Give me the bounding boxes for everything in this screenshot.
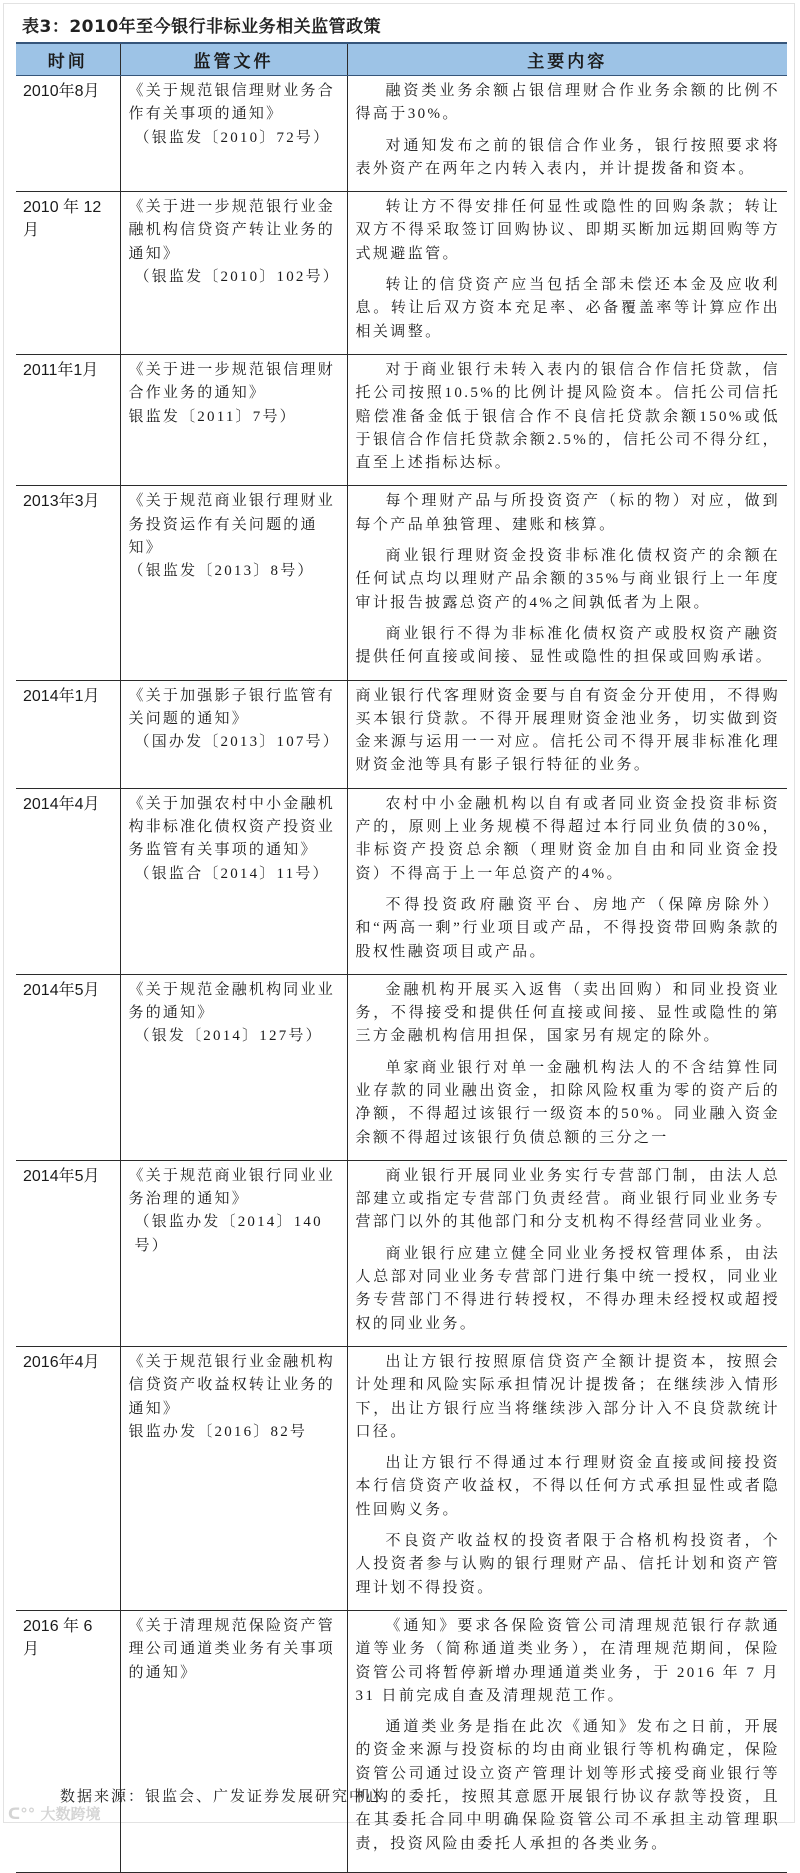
regulation-table — [16, 42, 787, 1873]
content-paragraph: 商业银行理财资金投资非标准化债权资产的余额在任何试点均以理财产品余额的35%与商业银行上一年度审计报告披露总资产的4%之间孰低者为上限。 — [355, 548, 780, 611]
watermark-icon: ᑕ°° — [8, 1805, 36, 1823]
doc-title: 《关于加强影子银行监管有关问题的通知》 — [128, 687, 335, 727]
table-row — [16, 1610, 787, 1872]
content-paragraph: 通道类业务是指在此次《通知》发布之日前，开展的资金来源与投资标的均由商业银行等机构确定，保险资管公司通过设立资产管理计划等形式接受商业银行等机构的委托，按照其意愿开展银行协议存款等投资，且在其委托合同中明确保险资管公司不承担主动管理职责，投资风险由委托人承担的各类业务。 — [355, 1719, 780, 1852]
table-row — [16, 486, 787, 680]
content-paragraph: 《通知》要求各保险资管公司清理规范银行存款通道等业务（简称通道类业务），在清理规范期间，保险资管公司将暂停新增办理通道类业务，于 2016 年 7 月 31 日前完成自查及清理规范工作。 — [355, 1617, 780, 1704]
content-paragraph: 单家商业银行对单一金融机构法人的不含结算性同业存款的同业融出资金，扣除风险权重为零的资产后的净额，不得超过该银行一级资本的50%。同业融入资金余额不得超过该银行负债总额的三分之一 — [355, 1059, 780, 1146]
content-paragraph: 转让的信贷资产应当包括全部未偿还本金及应收利息。转让后双方资本充足率、必备覆盖率等计算应作出相关调整。 — [355, 277, 780, 340]
content-cell — [347, 788, 787, 974]
content-cell — [347, 680, 787, 788]
table-row — [16, 974, 787, 1160]
doc-title: 《关于加强农村中小金融机构非标准化债权资产投资业务监管有关事项的通知》 — [128, 795, 335, 859]
table-row — [16, 788, 787, 974]
time-cell: 2010年8月 — [16, 76, 120, 192]
document-cell — [120, 1160, 347, 1346]
content-paragraph: 对通知发布之前的银信合作业务，银行按照要求将表外资产在两年之内转入表内，并计提拨备和资本。 — [355, 137, 780, 177]
content-paragraph: 商业银行应建立健全同业业务授权管理体系，由法人总部对同业业务专营部门进行集中统一授权，同业业务专营部门不得进行转授权，不得办理未经授权或超授权的同业业务。 — [355, 1245, 780, 1332]
table-header-row — [16, 43, 787, 76]
table-row — [16, 680, 787, 788]
table-row — [16, 354, 787, 485]
content-paragraph: 出让方银行按照原信贷资产全额计提资本，按照会计处理和风险实际承担情况计提拨备；在继续涉入情形下，出让方银行应当将继续涉入部分计入不良贷款统计口径。 — [355, 1353, 780, 1440]
doc-code: （银监发〔2013〕8号） — [128, 563, 315, 580]
table-row — [16, 1160, 787, 1346]
content-cell — [347, 1160, 787, 1346]
document-cell — [120, 192, 347, 355]
content-paragraph: 转让方不得安排任何显性或隐性的回购条款；转让双方不得采取签订回购协议、即期买断加远期回购等方式规避监管。 — [355, 199, 780, 262]
document-cell — [120, 486, 347, 680]
document-cell — [120, 1346, 347, 1610]
doc-code: 银监发〔2011〕7号） — [128, 408, 297, 425]
content-cell — [347, 974, 787, 1160]
doc-code: （银监发〔2010〕102号） — [134, 269, 341, 286]
content-paragraph: 融资类业务余额占银信理财合作业务余额的比例不得高于30%。 — [355, 83, 780, 123]
doc-code: （银监合〔2014〕11号） — [134, 865, 330, 882]
doc-code: （银监发〔2010〕72号） — [134, 129, 331, 146]
document-cell — [120, 354, 347, 485]
doc-title: 《关于规范银信理财业务合作有关事项的通知》 — [128, 83, 335, 123]
content-cell — [347, 354, 787, 485]
time-cell: 2014年5月 — [16, 1160, 120, 1346]
content-cell — [347, 1610, 787, 1872]
time-cell: 2014年1月 — [16, 680, 120, 788]
document-cell — [120, 1610, 347, 1872]
time-cell: 2011年1月 — [16, 354, 120, 485]
content-paragraph: 商业银行开展同业业务实行专营部门制，由法人总部建立或指定专营部门负责经营。商业银行同业业务专营部门以外的其他部门和分支机构不得经营同业业务。 — [355, 1167, 780, 1231]
content-paragraph: 对于商业银行未转入表内的银信合作信托贷款，信托公司按照10.5%的比例计提风险资本。信托公司信托赔偿准备金低于银信合作不良信托贷款余额150%或低于银信合作信托贷款余额2.5%的，信托公司不得分红，直至上述指标达标。 — [355, 361, 780, 472]
content-paragraph: 金融机构开展买入返售（卖出回购）和同业投资业务，不得接受和提供任何直接或间接、显性或隐性的第三方金融机构信用担保，国家另有规定的除外。 — [355, 981, 780, 1045]
time-cell: 2016年4月 — [16, 1346, 120, 1610]
table-row — [16, 1346, 787, 1610]
content-paragraph: 每个理财产品与所投资资产（标的物）对应，做到每个产品单独管理、建账和核算。 — [355, 493, 780, 533]
document-cell — [120, 76, 347, 192]
time-cell: 2014年4月 — [16, 788, 120, 974]
document-cell — [120, 680, 347, 788]
data-source-note: 数据来源：银监会、广发证券发展研究中心 — [60, 1789, 384, 1805]
doc-code: （国办发〔2013〕107号） — [134, 734, 341, 751]
content-paragraph: 商业银行不得为非标准化债权资产或股权资产融资提供任何直接或间接、显性或隐性的担保或回购承诺。 — [355, 625, 780, 666]
content-paragraph: 出让方银行不得通过本行理财资金直接或间接投资本行信贷资产收益权，不得以任何方式承担显性或者隐性回购义务。 — [355, 1455, 780, 1518]
table-row — [16, 76, 787, 192]
content-paragraph: 不得投资政府融资平台、房地产（保障房除外）和“两高一剩”行业项目或产品，不得投资带回购条款的股权性融资项目或产品。 — [355, 896, 780, 960]
doc-title: 《关于规范商业银行同业业务治理的通知》 — [128, 1167, 335, 1208]
doc-title: 《关于进一步规范银行业金融机构信贷资产转让业务的通知》 — [128, 199, 335, 262]
doc-title: 《关于进一步规范银信理财合作业务的通知》 — [128, 361, 335, 402]
doc-title: 《关于清理规范保险资产管理公司通道类业务有关事项的通知》 — [128, 1617, 335, 1681]
document-cell — [120, 974, 347, 1160]
header-time: 时间 — [16, 43, 120, 76]
content-cell — [347, 76, 787, 192]
time-cell: 2016 年 6 月 — [16, 1610, 120, 1872]
content-paragraph: 不良资产收益权的投资者限于合格机构投资者，个人投资者参与认购的银行理财产品、信托计划和资产管理计划不得投资。 — [355, 1533, 780, 1596]
doc-code: （银监办发〔2014〕140号） — [134, 1214, 323, 1254]
watermark-text: 大数跨境 — [40, 1805, 101, 1823]
watermark-logo — [8, 1803, 100, 1824]
content-cell — [347, 192, 787, 355]
time-cell: 2010 年 12 月 — [16, 192, 120, 355]
content-cell — [347, 486, 787, 680]
document-cell — [120, 788, 347, 974]
content-cell — [347, 1346, 787, 1610]
table-title: 表3：2010年至今银行非标业务相关监管政策 — [22, 17, 382, 37]
doc-title: 《关于规范金融机构同业业务的通知》 — [128, 981, 335, 1022]
doc-title: 《关于规范商业银行理财业务投资运作有关问题的通知》 — [128, 493, 335, 557]
doc-code: 银监办发〔2016〕82号 — [128, 1423, 308, 1440]
doc-title: 《关于规范银行业金融机构信贷资产收益权转让业务的通知》 — [128, 1353, 335, 1417]
content-paragraph: 商业银行代客理财资金要与自有资金分开使用，不得购买本银行贷款。不得开展理财资金池业务，切实做到资金来源与运用一一对应。信托公司不得开展非标准化理财资金池等具有影子银行特征的业务。 — [355, 687, 780, 774]
table-row — [16, 192, 787, 355]
header-content: 主要内容 — [347, 43, 787, 76]
time-cell: 2014年5月 — [16, 974, 120, 1160]
content-paragraph: 农村中小金融机构以自有或者同业资金投资非标资产的，原则上业务规模不得超过本行同业负债的30%，非标资产投资总余额（理财资金加自由和同业资金投资）不得高于上一年总资产的4%。 — [355, 795, 780, 882]
time-cell: 2013年3月 — [16, 486, 120, 680]
header-document: 监管文件 — [120, 43, 347, 76]
doc-code: （银发〔2014〕127号） — [134, 1028, 323, 1045]
